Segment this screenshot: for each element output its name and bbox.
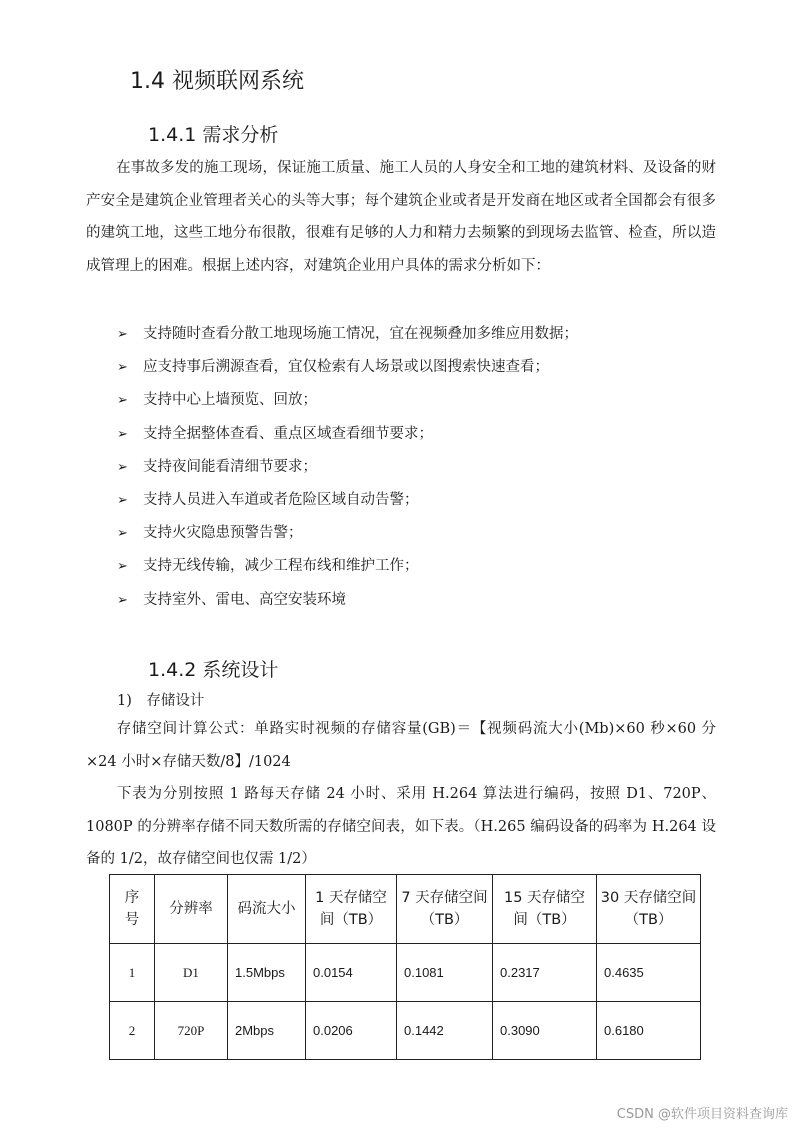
- requirements-paragraph: [86, 152, 716, 282]
- table-header-row: [110, 875, 701, 944]
- table-cell: 0.2317: [493, 944, 597, 1002]
- arrow-bullet-icon: ➢: [117, 559, 128, 575]
- arrow-bullet-icon: ➢: [117, 426, 128, 442]
- table-cell: 720P: [155, 1002, 228, 1060]
- table-cell: 1: [110, 944, 155, 1002]
- table-cell: 0.0206: [306, 1002, 397, 1060]
- list-item: ➢ 支持夜间能看清细节要求；: [117, 451, 578, 484]
- arrow-bullet-icon: ➢: [117, 459, 128, 475]
- header-cell: 30 天存储空间（TB）: [597, 875, 701, 944]
- formula-paragraph: [86, 713, 716, 778]
- table-intro-text: 下表为分别按照 1 路每天存储 24 小时、采用 H.264 算法进行编码，按照 D1、720P、1080P 的分辨率存储不同天数所需的存储空间表，如下表。（H.265 编码设备的码率为 H.264 设备的 1/2，故存储空间也仅需 1/2）: [86, 786, 716, 867]
- design-heading: 1.4.2 系统设计: [148, 659, 279, 681]
- list-item: ➢ 应支持事后溯源查看，宜仅检索有人场景或以图搜索快速查看；: [117, 351, 578, 384]
- arrow-bullet-icon: ➢: [117, 492, 128, 508]
- table-cell: 2: [110, 1002, 155, 1060]
- arrow-bullet-icon: ➢: [117, 327, 128, 342]
- requirements-paragraph-text: 在事故多发的施工现场，保证施工质量、施工人员的人身安全和工地的建筑材料、及设备的财产安全是建筑企业管理者关心的头等大事；每个建筑企业或者是开发商在地区或者全国都会有很多的建筑工地，这些工地分布很散，很难有足够的人力和精力去频繁的到现场去监管、检查，所以造成管理上的困难。根据上述内容，对建筑企业用户具体的需求分析如下：: [86, 160, 716, 274]
- table-cell: 1.5Mbps: [228, 944, 306, 1002]
- arrow-bullet-icon: ➢: [117, 360, 128, 376]
- requirements-heading: 1.4.1 需求分析: [148, 124, 279, 146]
- requirements-list: [117, 318, 578, 617]
- header-cell: 1 天存储空间（TB）: [306, 875, 397, 944]
- list-item: ➢ 支持全据整体查看、重点区域查看细节要求；: [117, 418, 578, 451]
- table-cell: 0.0154: [306, 944, 397, 1002]
- table-cell: 0.1081: [397, 944, 493, 1002]
- storage-design-item: 1) 存储设计: [117, 693, 205, 709]
- list-item: ➢ 支持室外、雷电、高空安装环境: [117, 584, 578, 617]
- list-item: ➢ 支持人员进入车道或者危险区域自动告警；: [117, 484, 578, 517]
- csdn-watermark: CSDN @软件项目资料查询库: [616, 1107, 788, 1122]
- header-cell: 7 天存储空间（TB）: [397, 875, 493, 944]
- table-row: [110, 1002, 701, 1060]
- section-title: 1.4 视频联网系统: [130, 69, 304, 94]
- list-item: ➢ 支持随时查看分散工地现场施工情况，宜在视频叠加多维应用数据；: [117, 318, 578, 351]
- table-row: [110, 944, 701, 1002]
- table-cell: 0.6180: [597, 1002, 701, 1060]
- list-item: ➢ 支持火灾隐患预警告警；: [117, 517, 578, 550]
- table-intro-paragraph: [86, 778, 716, 876]
- table-cell: 0.4635: [597, 944, 701, 1002]
- arrow-bullet-icon: ➢: [117, 592, 128, 608]
- table-cell: D1: [155, 944, 228, 1002]
- header-cell: 15 天存储空间（TB）: [493, 875, 597, 944]
- list-item: ➢ 支持中心上墙预览、回放；: [117, 384, 578, 417]
- storage-table: [109, 874, 701, 1060]
- arrow-bullet-icon: ➢: [117, 526, 128, 542]
- list-item: ➢ 支持无线传输，减少工程布线和维护工作；: [117, 550, 578, 583]
- header-cell: 码流大小: [228, 875, 306, 944]
- table-cell: 0.1442: [397, 1002, 493, 1060]
- table-cell: 0.3090: [493, 1002, 597, 1060]
- table-cell: 2Mbps: [228, 1002, 306, 1060]
- arrow-bullet-icon: ➢: [117, 393, 128, 409]
- formula-text: 存储空间计算公式：单路实时视频的存储容量(GB)＝【视频码流大小(Mb)×60 秒×60 分×24 小时×存储天数/8】/1024: [86, 721, 716, 770]
- header-cell: 分辨率: [155, 875, 228, 944]
- header-cell: 序号: [110, 875, 155, 944]
